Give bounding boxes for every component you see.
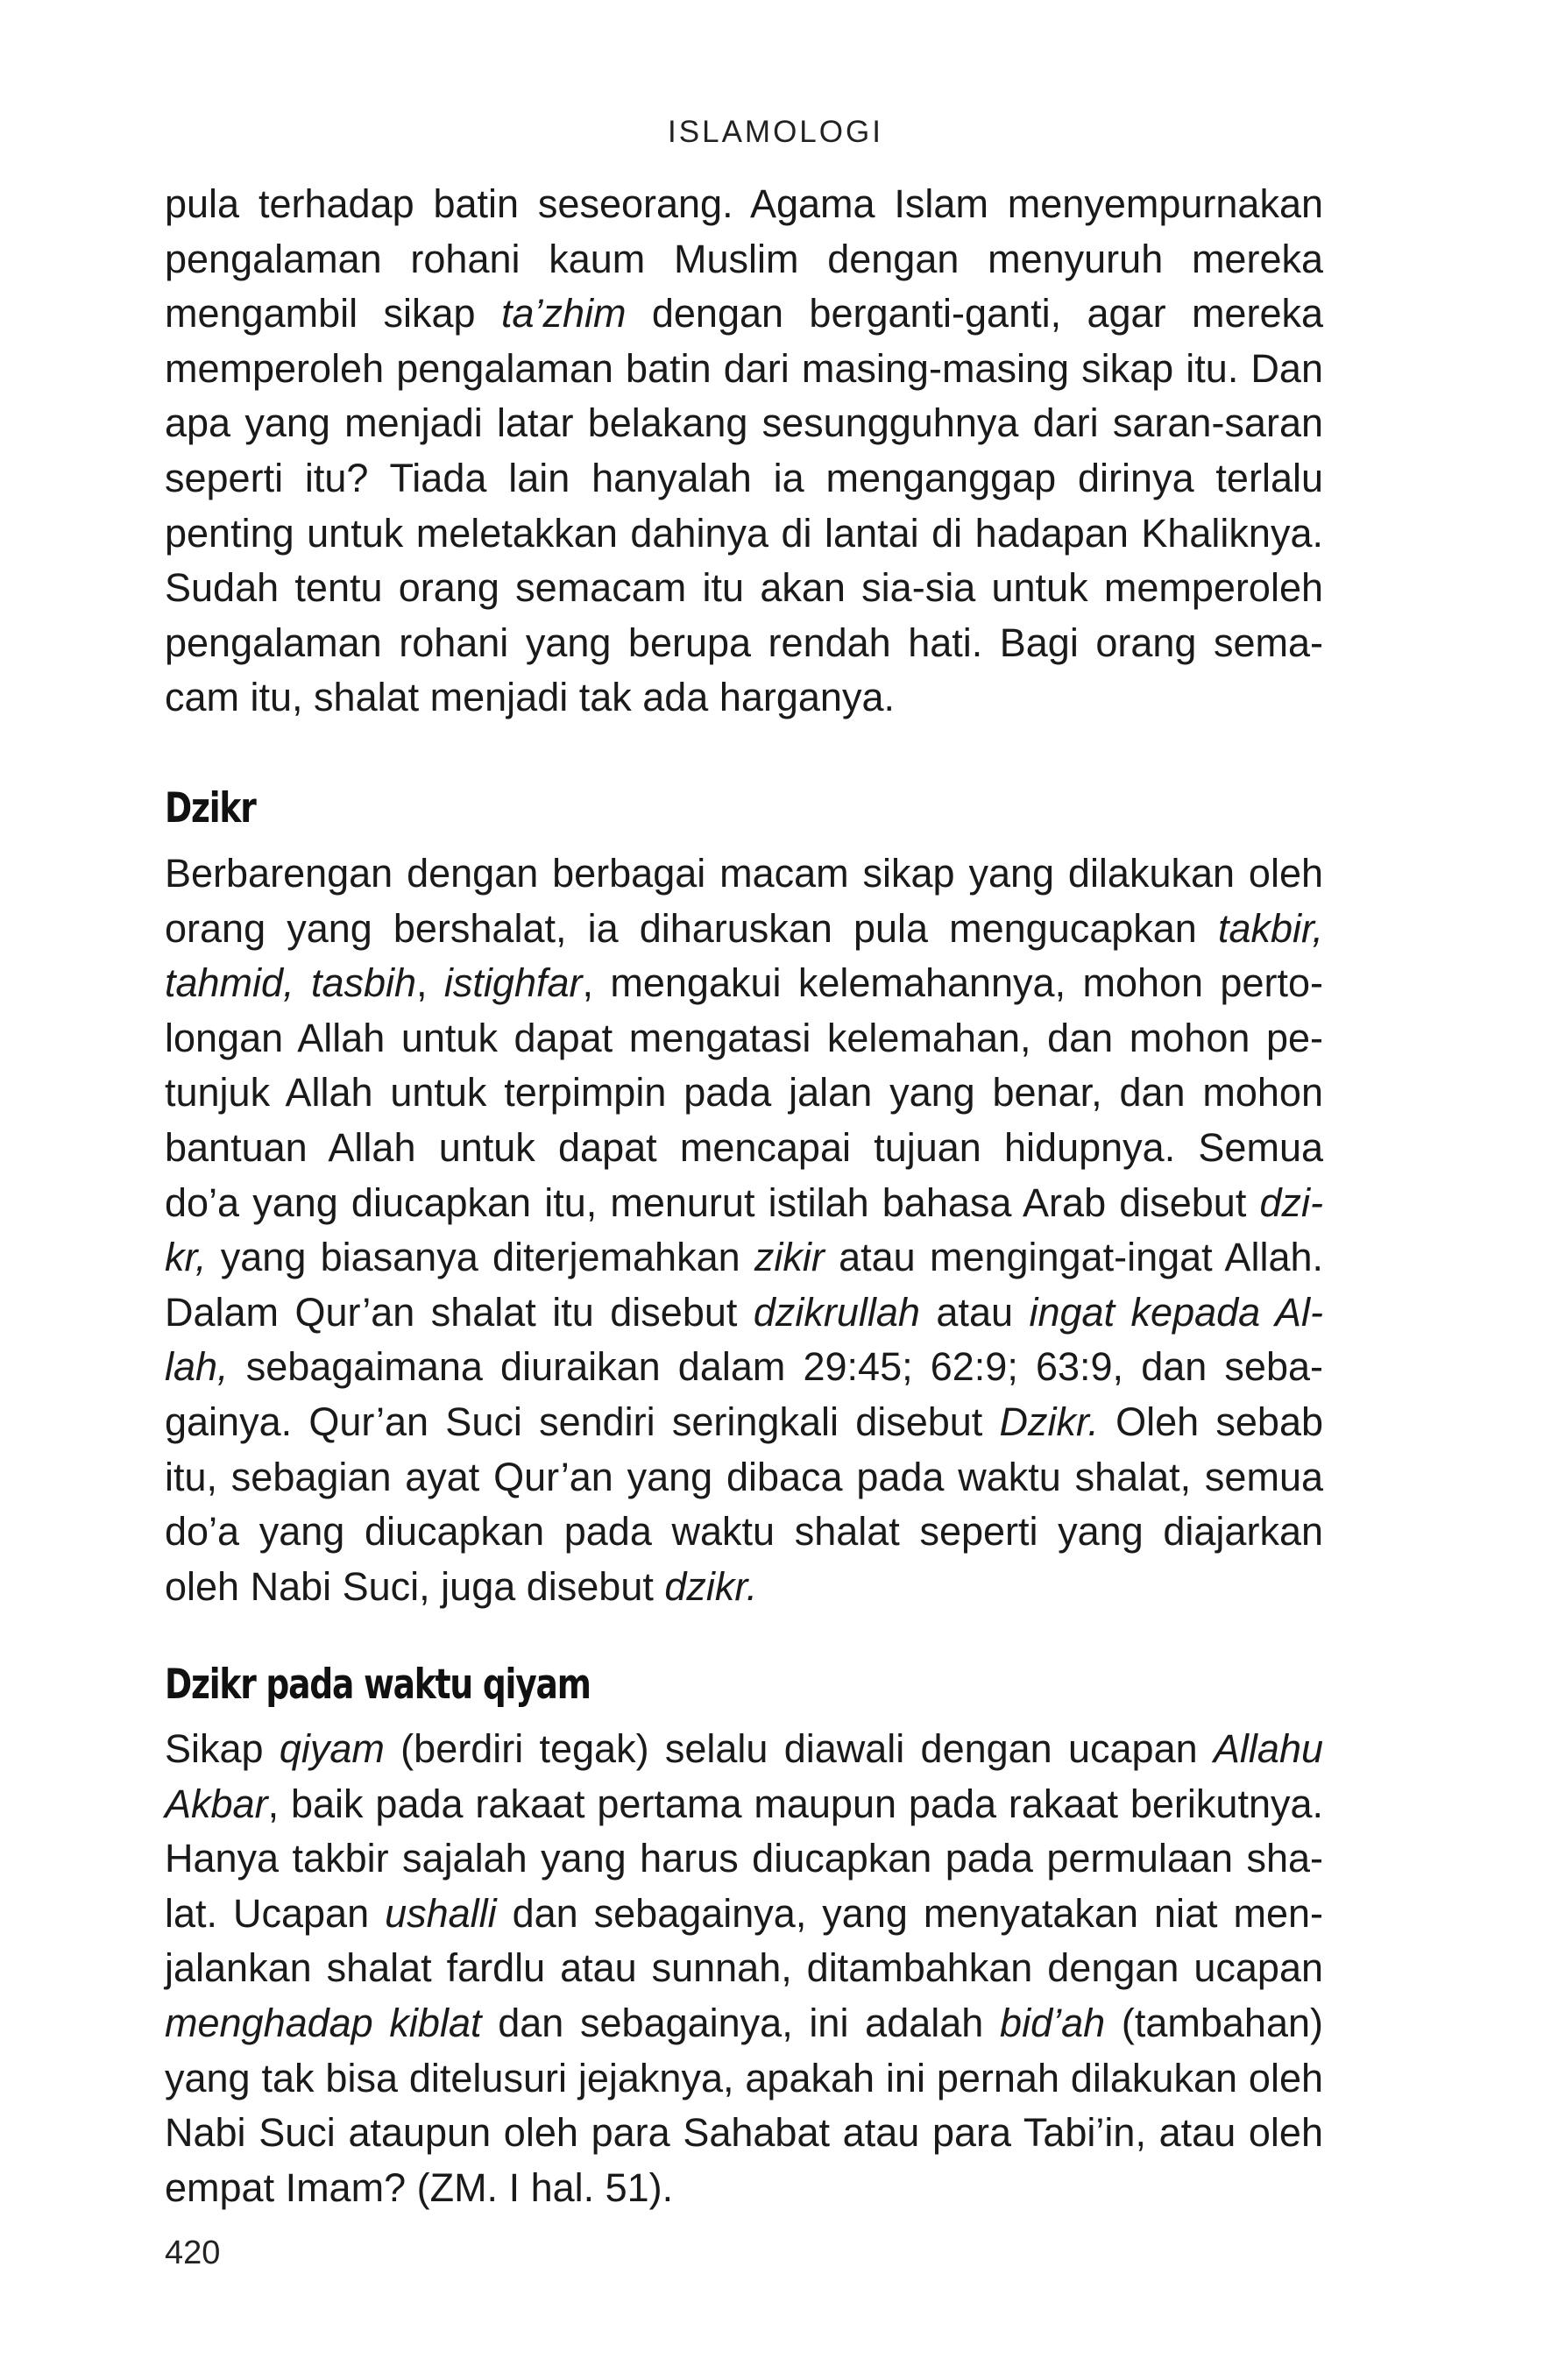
running-head: ISLAMOLOGI (668, 115, 883, 149)
paragraph-body (165, 1722, 1323, 2215)
italic-term: ushalli (385, 1890, 497, 1936)
italic-term: Allahu Akbar (165, 1726, 1324, 1826)
paragraph-body (165, 846, 1323, 1614)
text-run: atau mengingat-ingat Allah. Dalam Qur’an shalat itu disebut (165, 1235, 1323, 1335)
section-qiyam-body (165, 1722, 1323, 2215)
page-number: 420 (165, 2235, 221, 2271)
text-run: yang biasanya diterjemahkan (206, 1235, 754, 1280)
italic-term: dzikr, (165, 1179, 1323, 1280)
paragraph-intro (165, 177, 1323, 726)
text-run: , baik pada rakaat pertama maupun pada rakaat berikutnya. Hanya takbir sajalah yang harus diucapkan pada permulaan shalat. Ucapan (165, 1781, 1323, 1936)
text-run: atau (919, 1289, 1030, 1335)
italic-term: dzikrullah (753, 1289, 920, 1335)
text-run: Berbarengan dengan berbagai macam sikap yang dilakukan oleh orang yang bershalat, ia diharuskan pula mengucapkan (165, 851, 1323, 951)
italic-term: ta’zhim (500, 291, 627, 336)
italic-term: ingat kepada Allah, (165, 1289, 1324, 1390)
italic-term: bid’ah (1000, 2000, 1106, 2045)
text-run: dan sebagainya, yang menyatakan niat menjalankan shalat fardlu atau sunnah, ditambahkan dengan ucapan (165, 1890, 1323, 1991)
italic-term: menghadap kiblat (165, 2000, 482, 2045)
section-heading-qiyam: Dzikr pada waktu qiyam (165, 1661, 591, 1709)
text-run: , mengakui kelemahannya, mohon pertolongan Allah untuk dapat mengatasi kelemahan, dan mohon petunjuk Allah untuk terpimpin pada jalan yang benar, dan mohon bantuan Allah untuk dapat mencapai tujuan hidupnya. Semua do’a yang diucapkan itu, menurut istilah bahasa Arab disebut (165, 960, 1323, 1225)
text-run: dengan berganti-ganti, agar mereka memperoleh pengalaman batin dari masing-masing sikap itu. Dan apa yang menjadi latar belakang sesungguhnya dari saran-saran seperti itu? Tiada lain hanyalah ia menganggap dirinya terlalu penting untuk meletakkan dahinya di lantai di hadapan Khaliknya. Sudah tentu orang semacam itu akan sia-sia untuk memperoleh pengalaman rohani yang berupa rendah hati. Bagi orang semacam itu, shalat menjadi tak ada harganya. (165, 291, 1324, 720)
section-dzikr-body (165, 846, 1323, 1614)
italic-term: takbir, tahmid, tasbih (165, 905, 1323, 1006)
italic-term: zikir (754, 1235, 825, 1280)
section-heading-dzikr: Dzikr (165, 784, 256, 832)
text-run: , (416, 960, 444, 1006)
text-run: (tambahan) yang tak bisa ditelusuri jejaknya, apakah ini pernah dilakukan oleh Nabi Suci ataupun oleh para Sahabat atau para Tabi’in, atau oleh empat Imam? (ZM. I hal. 51). (165, 2000, 1324, 2210)
italic-term: qiyam (279, 1726, 385, 1771)
text-run: sebagaimana diuraikan dalam 29:45; 62:9; 63:9, dan sebagainya. Qur’an Suci sendiri seringkali disebut (165, 1344, 1323, 1444)
italic-term: Dzikr. (999, 1399, 1099, 1444)
paragraph-body (165, 177, 1323, 726)
italic-term: istighfar (443, 960, 583, 1006)
italic-term: dzikr. (664, 1563, 758, 1609)
text-run: dan sebagainya, ini adalah (481, 2000, 1001, 2045)
text-run: (berdiri tegak) selalu diawali dengan ucapan (384, 1726, 1214, 1771)
text-run: Sikap (165, 1726, 280, 1771)
text-run: Oleh sebab itu, sebagian ayat Qur’an yang dibaca pada waktu shalat, semua do’a yang diucapkan pada waktu shalat seperti yang diajarkan oleh Nabi Suci, juga disebut (165, 1399, 1324, 1609)
text-run: pula terhadap batin seseorang. Agama Islam menyempurnakan pengalaman rohani kaum Muslim dengan menyuruh mereka mengambil sikap (165, 181, 1323, 336)
